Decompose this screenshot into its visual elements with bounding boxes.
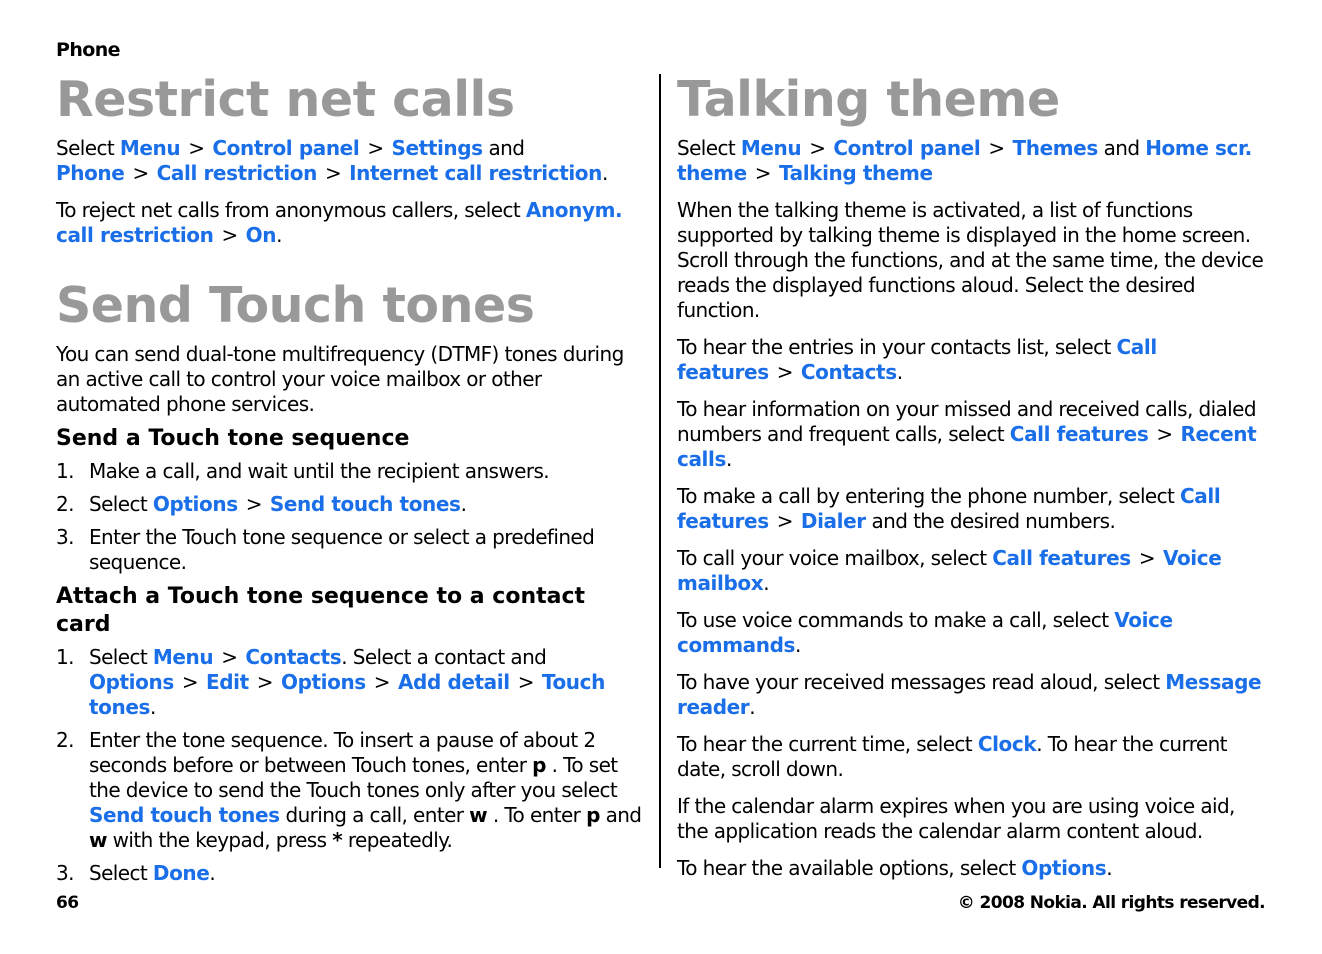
list-item: 1. Select Menu > Contacts. Select a contact and Options > Edit > Options > Add detail > Touch tones.	[56, 645, 605, 719]
add-detail-link[interactable]: Add detail	[397, 670, 510, 694]
options-link[interactable]: Options	[280, 670, 366, 694]
control-panel-link[interactable]: Control panel	[833, 136, 981, 160]
on-link[interactable]: On	[245, 223, 277, 247]
page-number: 66	[56, 893, 79, 913]
settings-link[interactable]: Settings	[391, 136, 483, 160]
restrict-path-paragraph: Select Menu > Control panel > Settings and Phone > Call restriction > Internet call restriction.	[56, 136, 608, 185]
clock-paragraph: To hear the current time, select Clock. To hear the current date, scroll down.	[677, 732, 1227, 781]
talking-theme-intro: When the talking theme is activated, a list of functions supported by talking theme is displayed in the home screen. Scroll through the functions, and at the same time, the device reads the displayed functions aloud. Select the desired function.	[677, 198, 1264, 322]
call-features-link[interactable]: Call features	[1009, 422, 1149, 446]
talking-theme-path-paragraph: Select Menu > Control panel > Themes and Home scr. theme > Talking theme	[677, 136, 1252, 185]
voice-commands-link[interactable]: Voice commands	[677, 608, 1173, 657]
call-features-link[interactable]: Call features	[677, 484, 1221, 533]
menu-link[interactable]: Menu	[152, 645, 214, 669]
clock-link[interactable]: Clock	[977, 732, 1037, 756]
options-link[interactable]: Options	[89, 670, 174, 694]
list-item: 3. Enter the Touch tone sequence or select a predefined sequence.	[56, 525, 595, 574]
list-item: 1. Make a call, and wait until the recipient answers.	[56, 459, 550, 483]
anonymous-calls-paragraph: To reject net calls from anonymous callers, select Anonym. call restriction > On.	[56, 198, 623, 247]
list-item: 2. Enter the tone sequence. To insert a pause of about 2 seconds before or between Touch tones, enter p . To set the device to send the Touch tones only after you select Send touch tones during a call, enter w . To enter p and w with the keypad, press * repeatedly.	[56, 728, 642, 852]
options-paragraph: To hear the available options, select Options.	[677, 856, 1112, 880]
dialer-link[interactable]: Dialer	[800, 509, 866, 533]
control-panel-link[interactable]: Control panel	[212, 136, 360, 160]
call-features-link[interactable]: Call features	[992, 546, 1131, 570]
done-link[interactable]: Done	[152, 861, 210, 885]
phone-link[interactable]: Phone	[56, 161, 125, 185]
attach-sequence-steps	[56, 645, 646, 886]
send-touch-tones-link[interactable]: Send touch tones	[89, 803, 280, 827]
message-reader-link[interactable]: Message reader	[677, 670, 1262, 719]
voice-commands-paragraph: To use voice commands to make a call, select Voice commands.	[677, 608, 1173, 657]
list-item: 2. Select Options > Send touch tones.	[56, 492, 467, 516]
touch-tones-link[interactable]: Touch tones	[89, 670, 605, 719]
send-touch-tones-title: Send Touch tones	[56, 277, 535, 334]
send-sequence-heading: Send a Touch tone sequence	[56, 426, 410, 451]
menu-link[interactable]: Menu	[119, 136, 181, 160]
talking-theme-title: Talking theme	[677, 71, 1060, 128]
dialer-paragraph: To make a call by entering the phone number, select Call features > Dialer and the desired numbers.	[677, 484, 1221, 533]
list-item: 3. Select Done.	[56, 861, 216, 885]
message-reader-paragraph: To have your received messages read aloud, select Message reader.	[677, 670, 1262, 719]
recent-calls-link[interactable]: Recent calls	[677, 422, 1257, 471]
send-sequence-steps	[56, 459, 646, 575]
anonym-call-restriction-link[interactable]: Anonym. call restriction	[56, 198, 623, 247]
calendar-paragraph: If the calendar alarm expires when you are using voice aid, the application reads the calendar alarm content aloud.	[677, 794, 1235, 843]
internet-call-restriction-link[interactable]: Internet call restriction	[349, 161, 602, 185]
call-restriction-link[interactable]: Call restriction	[156, 161, 317, 185]
contacts-link[interactable]: Contacts	[800, 360, 897, 384]
touch-tones-intro: You can send dual-tone multifrequency (DTMF) tones during an active call to control your voice mailbox or other automated phone services.	[56, 342, 624, 416]
column-divider	[659, 74, 661, 868]
themes-link[interactable]: Themes	[1012, 136, 1098, 160]
menu-link[interactable]: Menu	[740, 136, 802, 160]
voice-mailbox-paragraph: To call your voice mailbox, select Call features > Voice mailbox.	[677, 546, 1222, 595]
call-features-link[interactable]: Call features	[677, 335, 1157, 384]
talking-theme-link[interactable]: Talking theme	[778, 161, 933, 185]
restrict-net-calls-title: Restrict net calls	[56, 71, 515, 128]
section-label: Phone	[56, 39, 120, 61]
contacts-paragraph: To hear the entries in your contacts list, select Call features > Contacts.	[677, 335, 1157, 384]
options-link[interactable]: Options	[1021, 856, 1107, 880]
send-touch-tones-link[interactable]: Send touch tones	[269, 492, 461, 516]
options-link[interactable]: Options	[152, 492, 238, 516]
recent-calls-paragraph: To hear information on your missed and received calls, dialed numbers and frequent calls, select Call features > Recent calls.	[677, 397, 1257, 471]
edit-link[interactable]: Edit	[206, 670, 249, 694]
voice-mailbox-link[interactable]: Voice mailbox	[677, 546, 1222, 595]
copyright-notice: © 2008 Nokia. All rights reserved.	[957, 893, 1265, 913]
attach-sequence-heading: Attach a Touch tone sequence to a contact card	[56, 584, 586, 637]
left-column	[56, 70, 646, 894]
right-column	[677, 70, 1269, 881]
contacts-link[interactable]: Contacts	[245, 645, 342, 669]
home-screen-theme-link[interactable]: Home scr. theme	[677, 136, 1252, 185]
